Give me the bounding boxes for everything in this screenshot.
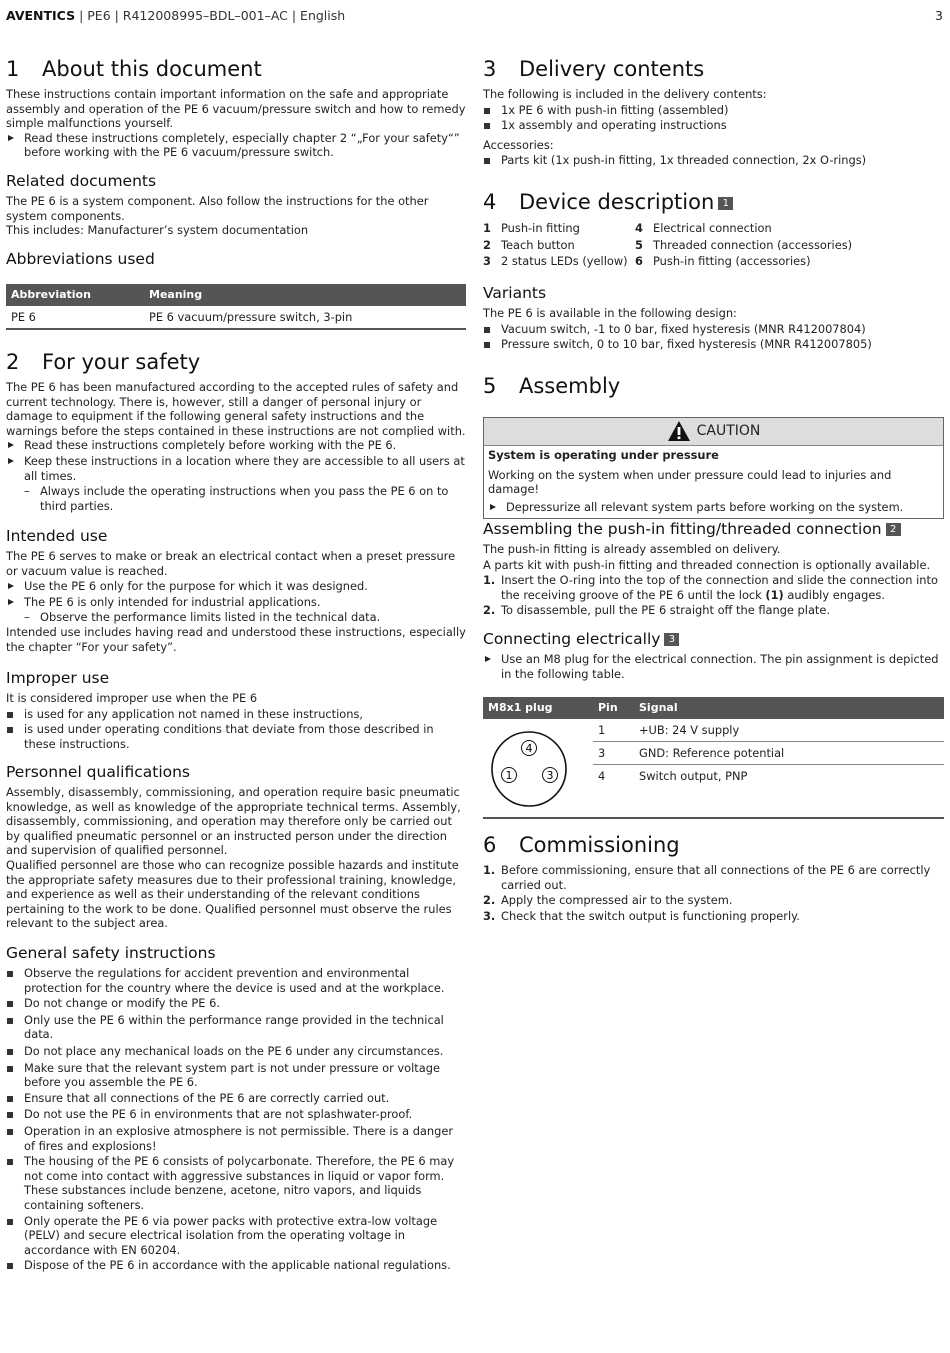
part-item: 6 Push-in fitting (accessories)	[635, 254, 811, 269]
bullet-icon	[7, 712, 13, 718]
paragraph: The PE 6 is available in the following design:	[483, 306, 737, 320]
subsection-title: Related documents	[6, 172, 157, 190]
pin-cell: 1	[593, 719, 634, 742]
part-item: 1 Push-in fitting	[483, 221, 580, 235]
subsection-title: Intended use	[6, 527, 108, 545]
section-5	[483, 374, 944, 398]
bullet-icon	[484, 108, 490, 114]
list-item: Vacuum switch, -1 to 0 bar, fixed hysteresis (MNR R412007804)	[483, 322, 944, 337]
bullet-icon	[484, 158, 490, 164]
bullet-icon	[7, 1219, 13, 1225]
paragraph: These instructions contain important information on the safe and appropriate assembly and operation of the PE 6 vacuum/pressure switch and how to remedy simple malfunctions yourself.	[6, 87, 466, 131]
m8-plug-pinout-icon	[483, 719, 583, 813]
cell: PE 6	[6, 306, 144, 329]
accessories-label: Accessories:	[483, 137, 554, 152]
table-row	[483, 719, 944, 742]
page-header	[6, 9, 345, 24]
paragraph: Intended use includes having read and understood these instructions, especially the chapter “For your safety”.	[6, 624, 466, 654]
part-item: 4 Electrical connection	[635, 221, 772, 235]
bullet-icon	[7, 971, 13, 977]
arrow-icon	[8, 583, 14, 589]
caution-title: System is operating under pressure	[488, 448, 719, 462]
paragraph: The PE 6 has been manufactured according to the accepted rules of safety and current technology. There is, however, still a danger of personal injury or damage to equipment if the following general safety instructions and the warnings before the steps contained in these instructions are not complied with.	[6, 380, 466, 438]
signal-cell: GND: Reference potential	[634, 742, 944, 765]
personnel-qualifications	[6, 763, 466, 931]
subsection-title: Variants	[483, 284, 547, 302]
step: Use the PE 6 only for the purpose for which it was designed.	[6, 579, 466, 594]
pin-assignment-table	[483, 697, 944, 819]
subsection-title: Abbreviations used	[6, 250, 155, 268]
bullet-icon	[7, 727, 13, 733]
arrow-icon	[8, 599, 14, 605]
numbered-step: 3. Check that the switch output is functioning properly.	[483, 908, 800, 923]
cell: PE 6 vacuum/pressure switch, 3-pin	[144, 306, 466, 329]
list-item: Do not place any mechanical loads on the PE 6 under any circumstances.	[6, 1044, 466, 1059]
pin-label: 3	[546, 769, 554, 782]
list-item: Operation in an explosive atmosphere is not permissible. There is a danger of fires and explosions!	[6, 1124, 466, 1153]
list-item: Do not use the PE 6 in environments that are not splashwater-proof.	[6, 1107, 466, 1122]
signal-cell: +UB: 24 V supply	[634, 719, 944, 742]
paragraph: It is considered improper use when the PE 6	[6, 691, 258, 705]
figure-reference: 3	[664, 633, 679, 646]
step: Use an M8 plug for the electrical connection. The pin assignment is depicted in the following table.	[483, 652, 944, 681]
section-title: 2 For your safety	[6, 350, 201, 374]
section-title: 5 Assembly	[483, 374, 621, 398]
column-header: Signal	[634, 697, 944, 719]
paragraph: The PE 6 is a system component. Also follow the instructions for the other system components.	[6, 194, 429, 223]
page-number: 3	[935, 8, 943, 23]
paragraph: A parts kit with push-in fitting and threaded connection is optionally available.	[483, 557, 931, 572]
step: Depressurize all relevant system parts before working on the system.	[488, 500, 939, 515]
bullet-icon	[7, 1112, 13, 1118]
related-documents	[6, 172, 466, 238]
warning-icon	[667, 420, 691, 442]
caution-text: Working on the system when under pressure could lead to injuries and damage!	[488, 467, 892, 497]
bullet-icon	[7, 1001, 13, 1007]
section-6	[483, 833, 944, 923]
bullet-icon	[7, 1159, 13, 1165]
arrow-icon	[8, 458, 14, 464]
bullet-icon	[7, 1066, 13, 1072]
bullet-icon	[484, 327, 490, 333]
bullet-icon	[484, 342, 490, 348]
step: The PE 6 is only intended for industrial applications.	[6, 595, 466, 610]
paragraph: This includes: Manufacturer’s system documentation	[6, 223, 309, 238]
arrow-icon	[485, 656, 491, 662]
subsection-title: Assembling the push-in fitting/threaded connection 2	[483, 520, 944, 538]
numbered-step: 2. To disassemble, pull the PE 6 straight off the flange plate.	[483, 603, 831, 618]
bullet-icon	[484, 123, 490, 129]
abbreviations	[6, 250, 466, 330]
numbered-step: 2. Apply the compressed air to the system.	[483, 893, 733, 908]
figure-reference: 1	[718, 197, 733, 210]
parts-list	[483, 220, 944, 269]
list-item: Do not change or modify the PE 6.	[6, 996, 466, 1011]
list-item: is used for any application not named in these instructions,	[6, 707, 466, 722]
column-header: Abbreviation	[6, 284, 144, 306]
column-header: M8x1 plug	[483, 697, 593, 719]
column-header: Meaning	[144, 284, 466, 306]
pin-label: 4	[525, 742, 533, 755]
connecting-section	[483, 630, 944, 681]
arrow-icon	[8, 135, 14, 141]
section-title: 1 About this document	[6, 57, 262, 81]
list-item: 1x assembly and operating instructions	[483, 118, 944, 133]
list-item: Dispose of the PE 6 in accordance with the applicable national regulations.	[6, 1258, 466, 1273]
bullet-icon	[7, 1129, 13, 1135]
plug-diagram-cell	[483, 719, 593, 817]
list-item: Parts kit (1x push-in fitting, 1x threaded connection, 2x O-rings)	[483, 153, 944, 168]
section-title: 6 Commissioning	[483, 833, 680, 857]
column-header: Pin	[593, 697, 634, 719]
document-reference: | PE6 | R412008995–BDL–001–AC | English	[75, 8, 346, 23]
list-item: 1x PE 6 with push-in fitting (assembled)	[483, 103, 944, 118]
subsection-title: Connecting electrically 3	[483, 630, 944, 648]
arrow-icon	[490, 504, 496, 510]
brand-name: AVENTICS	[6, 8, 76, 23]
subsection-title: General safety instructions	[6, 944, 216, 962]
arrow-icon	[8, 442, 14, 448]
step: Keep these instructions in a location where they are accessible to all users at all times.	[6, 454, 466, 483]
substep: – Observe the performance limits listed in the technical data.	[24, 610, 381, 625]
abbreviations-table	[6, 284, 466, 330]
paragraph: The PE 6 serves to make or break an electrical contact when a preset pressure or vacuum value is reached.	[6, 549, 456, 578]
bullet-icon	[7, 1263, 13, 1269]
variants	[483, 284, 944, 352]
numbered-step: 1. Insert the O-ring into the top of the connection and slide the connection into the receiving groove of the PE 6 until the lock (1) audibly engages.	[483, 573, 938, 602]
step: Read these instructions completely before working with the PE 6.	[6, 438, 466, 453]
subsection-title: Improper use	[6, 669, 110, 687]
assembling-section	[483, 520, 944, 618]
subsection-title: Personnel qualifications	[6, 763, 191, 781]
bullet-icon	[7, 1018, 13, 1024]
part-item: 3 2 status LEDs (yellow)	[483, 254, 628, 269]
list-item: The housing of the PE 6 consists of polycarbonate. Therefore, the PE 6 may not come into contact with aggressive substances in liquid or vapor form. These substances include benzene, acetone, nitro vapors, and liquids containing softeners.	[6, 1154, 466, 1212]
list-item: is used under operating conditions that deviate from those described in these instructions.	[6, 722, 466, 751]
figure-reference: 2	[886, 523, 901, 536]
paragraph: Assembly, disassembly, commissioning, and operation require basic pneumatic knowledge, as well as knowledge of the appropriate technical terms. Assembly, disassembly, commissioning, and operation may therefore only be carried out by qualified pneumatic personnel or an instructed person under the direction and supervision of qualified personnel.	[6, 785, 461, 858]
part-item: 5 Threaded connection (accessories)	[635, 237, 853, 252]
intended-use	[6, 527, 466, 654]
list-item: Only operate the PE 6 via power packs with protective extra-low voltage (PELV) and secure electrical isolation from the operating voltage in accordance with EN 60204.	[6, 1214, 466, 1258]
pin-cell: 3	[593, 742, 634, 765]
caution-box	[483, 417, 944, 519]
section-4	[483, 190, 944, 269]
substep: – Always include the operating instructions when you pass the PE 6 on to third parties.	[24, 484, 449, 513]
numbered-step: 1. Before commissioning, ensure that all connections of the PE 6 are correctly carried out.	[483, 863, 931, 892]
section-title: 3 Delivery contents	[483, 57, 705, 81]
caution-header	[484, 418, 943, 446]
paragraph: The following is included in the delivery contents:	[483, 87, 767, 101]
list-item: Only use the PE 6 within the performance range provided in the technical data.	[6, 1013, 466, 1042]
pin-label: 1	[505, 769, 513, 782]
pin-cell: 4	[598, 769, 606, 783]
section-title: 4 Device description 1	[483, 190, 944, 214]
signal-cell: Switch output, PNP	[639, 769, 748, 783]
bullet-icon	[7, 1049, 13, 1055]
step: Read these instructions completely, especially chapter 2 “„For your safety“” before working with the PE 6 vacuum/pressure switch.	[6, 131, 466, 160]
bullet-icon	[7, 1096, 13, 1102]
list-item: Ensure that all connections of the PE 6 are correctly carried out.	[6, 1091, 466, 1106]
section-2	[6, 350, 466, 513]
caution-label: CAUTION	[696, 423, 761, 439]
paragraph: The push-in fitting is already assembled on delivery.	[483, 542, 781, 556]
part-item: 2 Teach button	[483, 237, 575, 252]
list-item: Make sure that the relevant system part is not under pressure or voltage before you assemble the PE 6.	[6, 1061, 466, 1090]
list-item: Pressure switch, 0 to 10 bar, fixed hysteresis (MNR R412007805)	[483, 337, 944, 352]
table-row	[6, 306, 466, 329]
general-safety-instructions	[6, 944, 466, 1273]
section-3	[483, 57, 944, 168]
list-item: Observe the regulations for accident prevention and environmental protection for the country where the device is used and at the workplace.	[6, 966, 466, 995]
paragraph: Qualified personnel are those who can recognize possible hazards and institute the appropriate safety measures due to their professional training, knowledge, and experience as well as their understanding of the relevant conditions pertaining to the work to be done. Qualified personnel must observe the rules relevant to the subject area.	[6, 857, 459, 931]
improper-use	[6, 669, 466, 751]
right-column	[483, 0, 944, 923]
safety-list	[6, 966, 466, 1273]
section-1	[6, 57, 466, 160]
